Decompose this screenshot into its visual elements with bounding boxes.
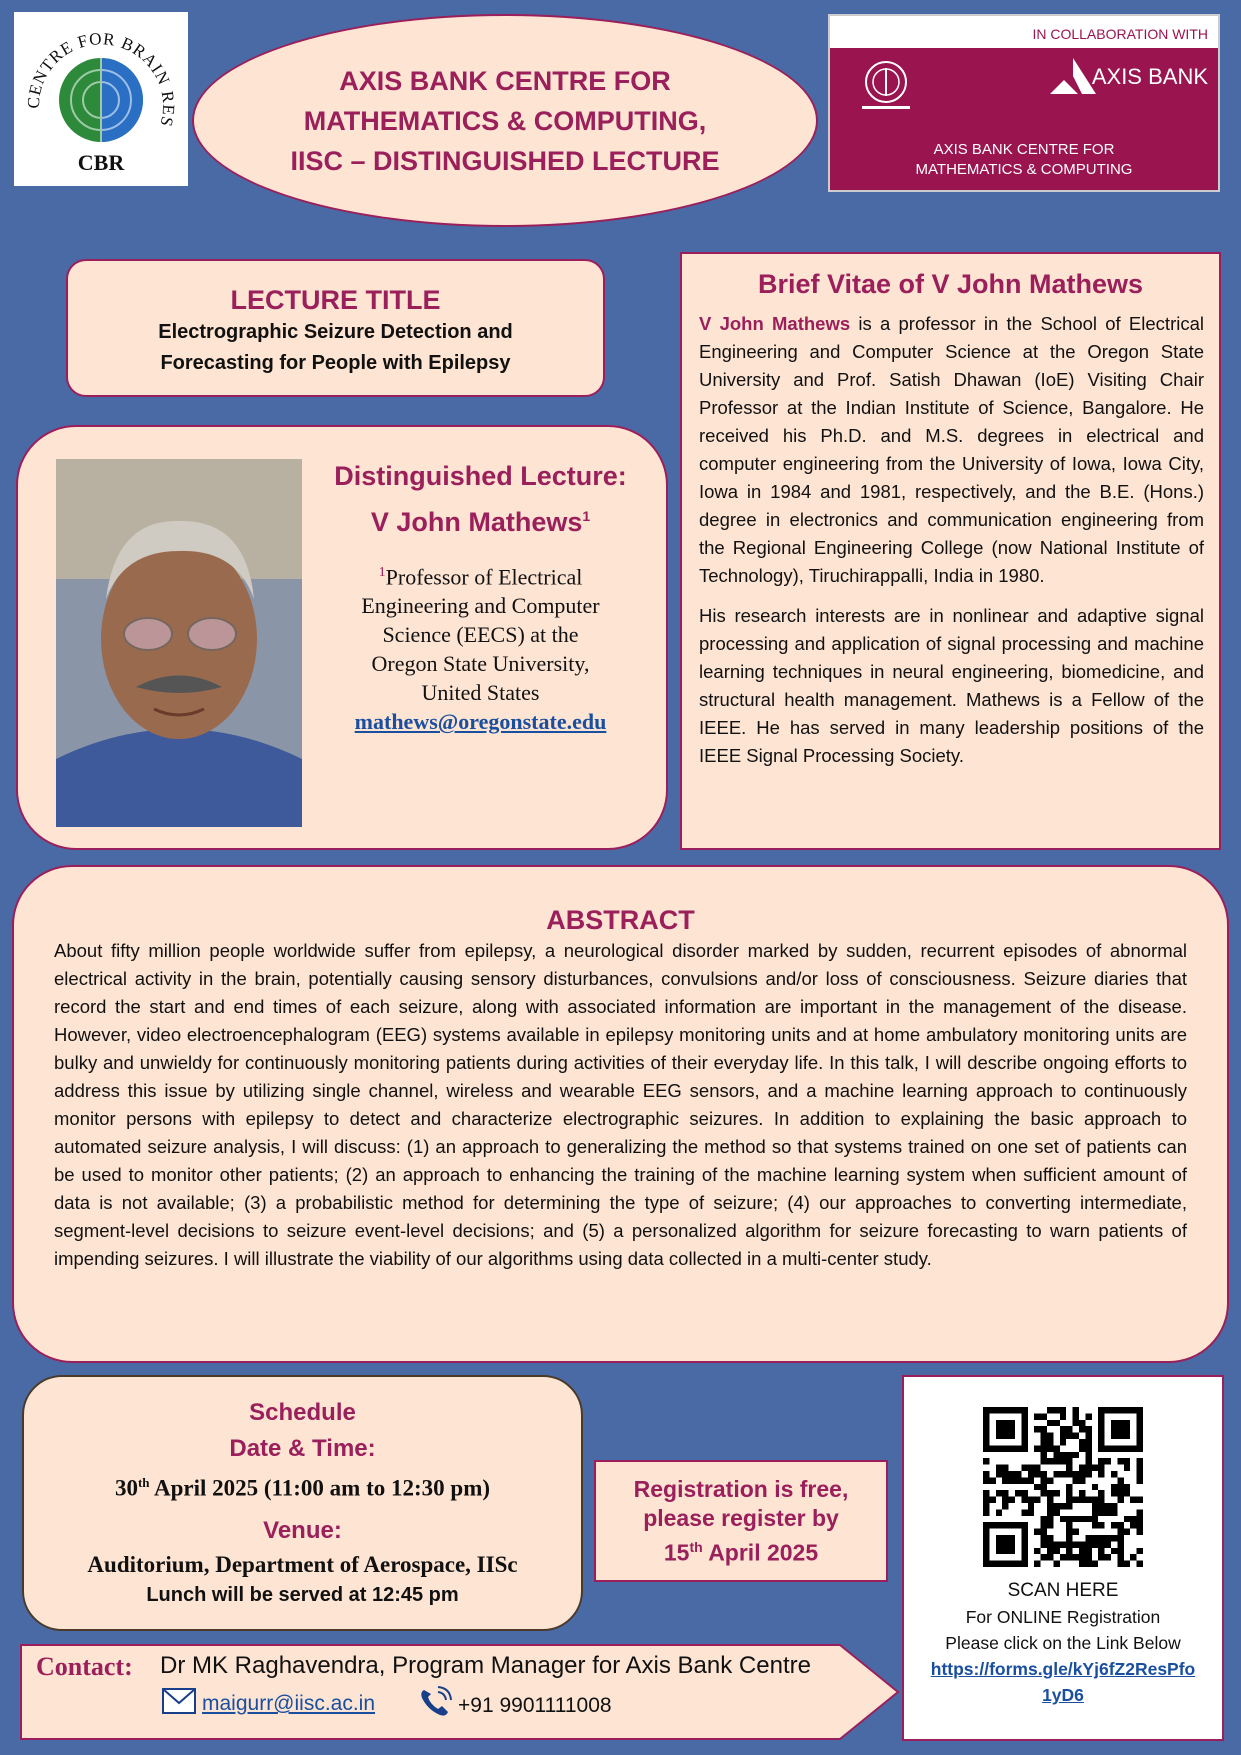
contact-phone: +91 9901111008 [458,1694,612,1717]
axis-centre-line-1: AXIS BANK CENTRE FOR [933,141,1115,158]
speaker-affiliation [308,558,653,707]
abstract-panel [12,865,1229,1363]
speaker-name-sup: 1 [582,508,591,524]
venue-value: Auditorium, Department of Aerospace, IISc [87,1551,518,1577]
reg-date-day: 15 [663,1539,690,1566]
cbr-logo [14,12,188,186]
axis-triangle-icon [1050,58,1096,94]
contact-label: Contact: [36,1652,133,1681]
vitae-paragraph-2: His research interests are in nonlinear and adaptive signal processing and application of signal processing and machine learning techniques in neural engineering, biomedicine, and structural health management. Mathews is a Fellow of the IEEE. He has served in many leadership positions of the IEEE Signal Processing Society. [699,605,1204,766]
iisc-seal-icon [854,56,918,116]
reg-date-rest: April 2025 [702,1539,819,1566]
aff-line-3: Science (EECS) at the [382,622,579,648]
cbr-abbr: CBR [77,150,125,175]
lecture-title-heading: LECTURE TITLE [230,285,441,315]
aff-line-1-text: Professor of Electrical [385,564,583,590]
abstract-heading: ABSTRACT [546,905,695,935]
cbr-logo-graphic [14,12,188,186]
speaker-dl-label: Distinguished Lecture: [334,461,627,491]
header-line-1: AXIS BANK CENTRE FOR [339,65,671,96]
registration-link-line-2[interactable]: 1yD6 [1042,1685,1084,1705]
axis-bank-text: AXIS BANK [1091,64,1208,89]
contact-email-link[interactable]: maigurr@iisc.ac.in [202,1692,376,1715]
date-sup: th [137,1475,150,1490]
registration-line-2: please register by [643,1504,839,1531]
qr-code-icon[interactable] [983,1407,1143,1567]
aff-line-5: United States [421,680,540,706]
schedule-datetime [24,1467,581,1505]
abstract-text: About fifty million people worldwide suffer from epilepsy, a neurological disorder marked by sudden, recurrent episodes of abnormal electrical activity in the brain, potentially causing sensory disturbances, convulsions and/or loss of consciousness. Seizure diaries that record the start and end times of each seizure, along with associated information are important in the management of the disease. However, video electroencephalogram (EEG) systems available in epilepsy monitoring units and at home ambulatory monitoring units are bulky and unwieldy for continuously monitoring patients during activities of their everyday life. In this talk, I will describe ongoing efforts to address this issue by utilizing single channel, wireless and wearable EEG sensors, and a machine learning approach to continuously monitor persons with epilepsy to detect and characterize electrographic seizures. In addition to explaining the basic approach to automated seizure analysis, I will discuss: (1) an approach to generalizing the method so that systems trained on one set of patients can be used to monitor other patients; (2) an approach to enhancing the training of the machine learning system when sufficient amount of data is not available; (3) a probabilistic method for determining the type of seizure; (4) our approaches to converting intermediate, segment-level decisions to seizure event-level decisions; and (5) a personalized algorithm for seizure forecasting to warn patients of impending seizures. I will illustrate the viability of our algorithms using data collected in a multi-center study. [54,940,1187,1269]
speaker-name-line [308,496,653,542]
qr-line-2: Please click on the Link Below [945,1633,1181,1653]
datetime-label: Date & Time: [229,1435,376,1462]
aff-line-1 [308,558,653,591]
vitae-name: V John Mathews [699,313,851,334]
lecture-title-panel [66,259,605,397]
axis-centre-text [830,140,1218,180]
axis-centre-line-2: MATHEMATICS & COMPUTING [915,161,1133,178]
reg-date-sup: th [689,1538,703,1555]
vitae-heading: Brief Vitae of V John Mathews [757,269,1144,299]
schedule-panel [22,1375,583,1631]
lecture-title-line-2: Forecasting for People with Epilepsy [160,352,511,374]
scan-here-label: SCAN HERE [1007,1580,1119,1601]
aff-line-4: Oregon State University, [371,651,590,677]
mail-icon [162,1688,196,1714]
cbr-ring-text: CENTRE FOR BRAIN RES [23,29,179,130]
lecture-title-line-1: Electrographic Seizure Detection and [158,321,513,343]
contact-name: Dr MK Raghavendra, Program Manager for Axis Bank Centre [160,1652,811,1679]
qr-line-1: For ONLINE Registration [965,1607,1161,1627]
registration-panel [594,1460,888,1582]
vitae-paragraph-1 [682,310,1219,590]
registration-link-line-1[interactable]: https://forms.gle/kYj6fZ2ResPfo [930,1659,1196,1679]
aff-line-2: Engineering and Computer [361,593,600,619]
aff-sup: 1 [378,565,386,580]
qr-panel [902,1375,1224,1741]
axis-collab-text: IN COLLABORATION WITH [1032,26,1208,42]
speaker-name: V John Mathews [370,507,583,537]
date-day: 30 [114,1475,138,1501]
registration-date [596,1533,886,1568]
venue-label: Venue: [263,1516,342,1544]
axis-bank-logo [828,14,1220,192]
schedule-heading: Schedule [249,1399,356,1426]
lunch-note: Lunch will be served at 12:45 pm [146,1583,459,1606]
vitae-panel [680,252,1221,850]
vitae-paragraph-1-text: is a professor in the School of Electrical Engineering and Computer Science at the Oregon State University and Prof. Satish Dhawan (IoE) Visiting Chair Professor at the Indian Institute of Science, Bangalore. He received his Ph.D. and M.S. degrees in electrical and computer engineering from the University of Iowa, Iowa City, Iowa in 1984 and 1981, respectively, and the B.E. (Hons.) degree in electronics and communication engineering from the Regional Engineering College (now National Institute of Technology), Tiruchirappalli, India in 1980. [699,313,1204,586]
registration-line-1: Registration is free, [633,1475,849,1502]
speaker-email-link[interactable]: mathews@oregonstate.edu [354,709,607,735]
speaker-portrait-graphic [56,459,302,827]
speaker-info [308,456,653,737]
date-rest: April 2025 (11:00 am to 12:30 pm) [149,1475,491,1501]
header-line-2: MATHEMATICS & COMPUTING, [303,105,707,136]
phone-icon [418,1686,452,1718]
header-title [192,14,818,227]
header-line-3: IISC – DISTINGUISHED LECTURE [290,145,720,176]
registration-link[interactable] [904,1656,1222,1708]
speaker-photo [56,459,302,827]
